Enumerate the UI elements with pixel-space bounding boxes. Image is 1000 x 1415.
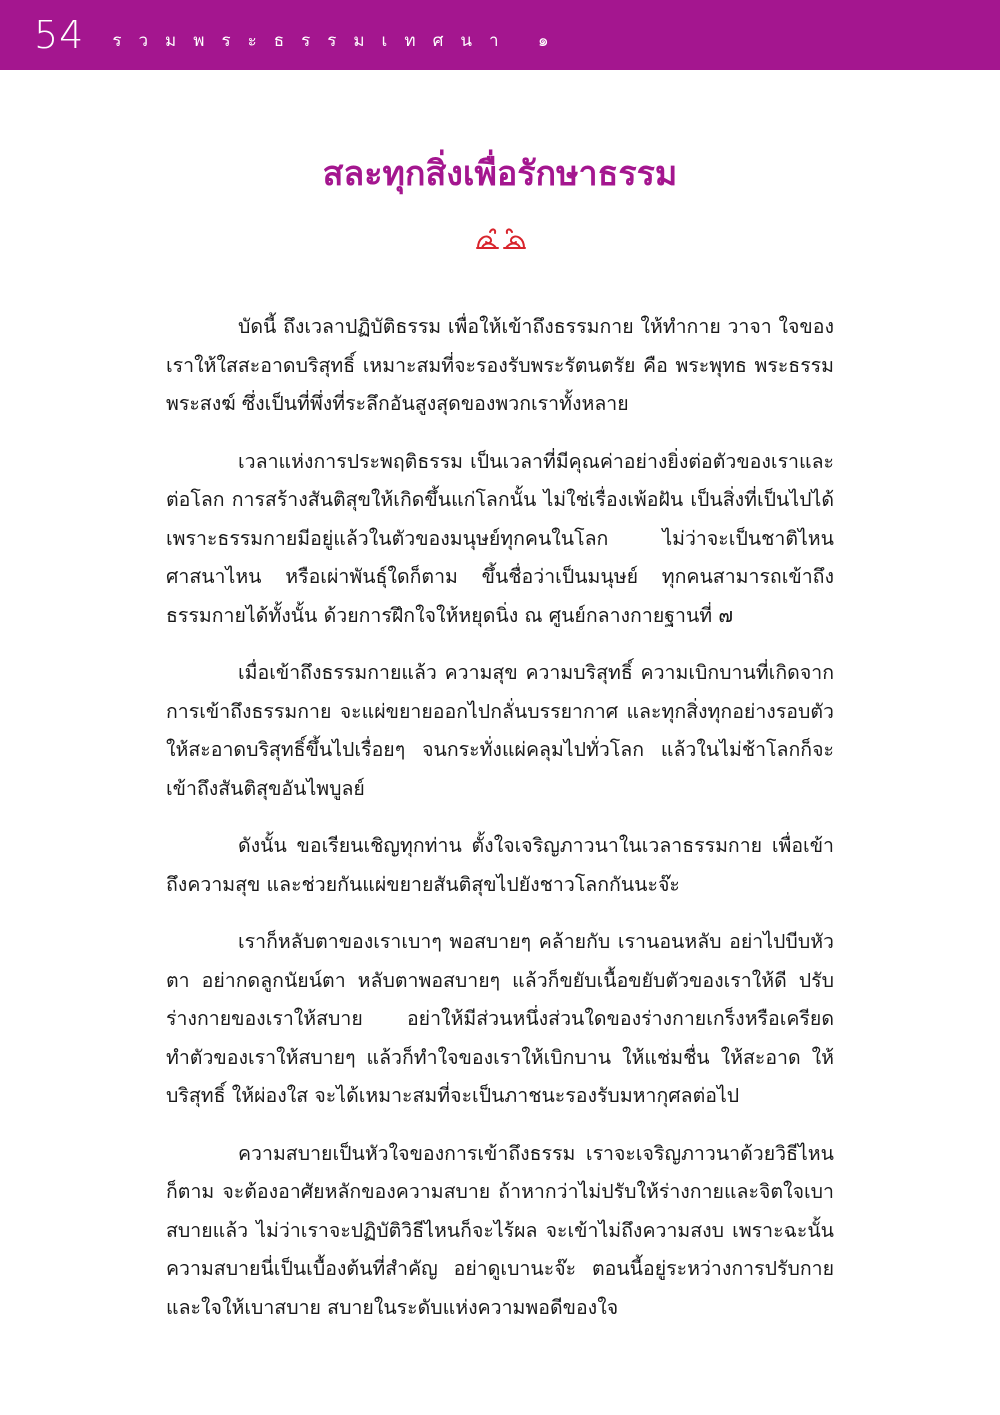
paragraph: ความสบายเป็นหัวใจของการเข้าถึงธรรม เราจะเจริญภาวนาด้วยวิธีไหนก็ตาม จะต้องอาศัยหลักของความสบาย ถ้าหากว่าไม่ปรับให้ร่างกายและจิตใจเบาสบายแล้ว ไม่ว่าเราจะปฏิบัติวิธีไหนก็จะไร้ผล จะเข้าไม่ถึงความสงบ เพราะฉะนั้น ความสบายนี่เป็นเบื้องต้นที่สำคัญ อย่าดูเบานะจ๊ะ ตอนนี้อยู่ระหว่างการปรับกายและใจให้เบาสบาย สบายในระดับแห่งความพอดีของใจ <box>166 1141 834 1319</box>
book-title: รวมพระธรรมเทศนา ๑ <box>112 30 566 51</box>
page-number: 54 <box>34 13 85 57</box>
paragraph: เราก็หลับตาของเราเบาๆ พอสบายๆ คล้ายกับ เรานอนหลับ อย่าไปบีบหัวตา อย่ากดลูกนัยน์ตา หลับตาพอสบายๆ แล้วก็ขยับเนื้อขยับตัวของเราให้ดี ปรับร่างกายของเราให้สบาย อย่าให้มีส่วนหนึ่งส่วนใดของร่างกายเกร็งหรือเครียด ทำตัวของเราให้สบายๆ แล้วก็ทำใจของเราให้เบิกบาน ให้แช่มชื่น ให้สะอาด ให้บริสุทธิ์ ให้ผ่องใส จะได้เหมาะสมที่จะเป็นภาชนะรองรับมหากุศลต่อไป <box>166 930 834 1107</box>
paragraph: ดังนั้น ขอเรียนเชิญทุกท่าน ตั้งใจเจริญภาวนาในเวลาธรรมกาย เพื่อเข้าถึงความสุข และช่วยกันแผ่ขยายสันติสุขไปยังชาวโลกกันนะจ๊ะ <box>166 834 834 896</box>
paragraph: บัดนี้ ถึงเวลาปฏิบัติธรรม เพื่อให้เข้าถึงธรรมกาย ให้ทำกาย วาจา ใจของเราให้ใสสะอาดบริสุทธิ์ เหมาะสมที่จะรองรับพระรัตนตรัย คือ พระพุทธ พระธรรม พระสงฆ์ ซึ่งเป็นที่พึ่งที่ระลึกอันสูงสุดของพวกเราทั้งหลาย <box>166 315 834 415</box>
body-text <box>166 308 834 1346</box>
paragraph: เมื่อเข้าถึงธรรมกายแล้ว ความสุข ความบริสุทธิ์ ความเบิกบานที่เกิดจากการเข้าถึงธรรมกาย จะแผ่ขยายออกไปกลั่นบรรยากาศ และทุกสิ่งทุกอย่างรอบตัว ให้สะอาดบริสุทธิ์ขึ้นไปเรื่อยๆ จนกระทั่งแผ่คลุมไปทั่วโลก แล้วในไม่ช้าโลกก็จะเข้าถึงสันติสุขอันไพบูลย์ <box>166 661 834 800</box>
chapter-title: สละทุกสิ่งเพื่อรักษาธรรม <box>322 154 678 194</box>
thai-floral-ornament-icon <box>474 226 528 252</box>
paragraph: เวลาแห่งการประพฤติธรรม เป็นเวลาที่มีคุณค่าอย่างยิ่งต่อตัวของเราและต่อโลก การสร้างสันติสุขให้เกิดขึ้นแก่โลกนั้น ไม่ใช่เรื่องเพ้อฝัน เป็นสิ่งที่เป็นไปได้ เพราะธรรมกายมีอยู่แล้วในตัวของมนุษย์ทุกคนในโลก ไม่ว่าจะเป็นชาติไหน ศาสนาไหน หรือเผ่าพันธุ์ใดก็ตาม ขึ้นชื่อว่าเป็นมนุษย์ ทุกคนสามารถเข้าถึงธรรมกายได้ทั้งนั้น ด้วยการฝึกใจให้หยุดนิ่ง ณ ศูนย์กลางกายฐานที่ ๗ <box>166 449 834 627</box>
header-bar <box>0 0 1000 70</box>
